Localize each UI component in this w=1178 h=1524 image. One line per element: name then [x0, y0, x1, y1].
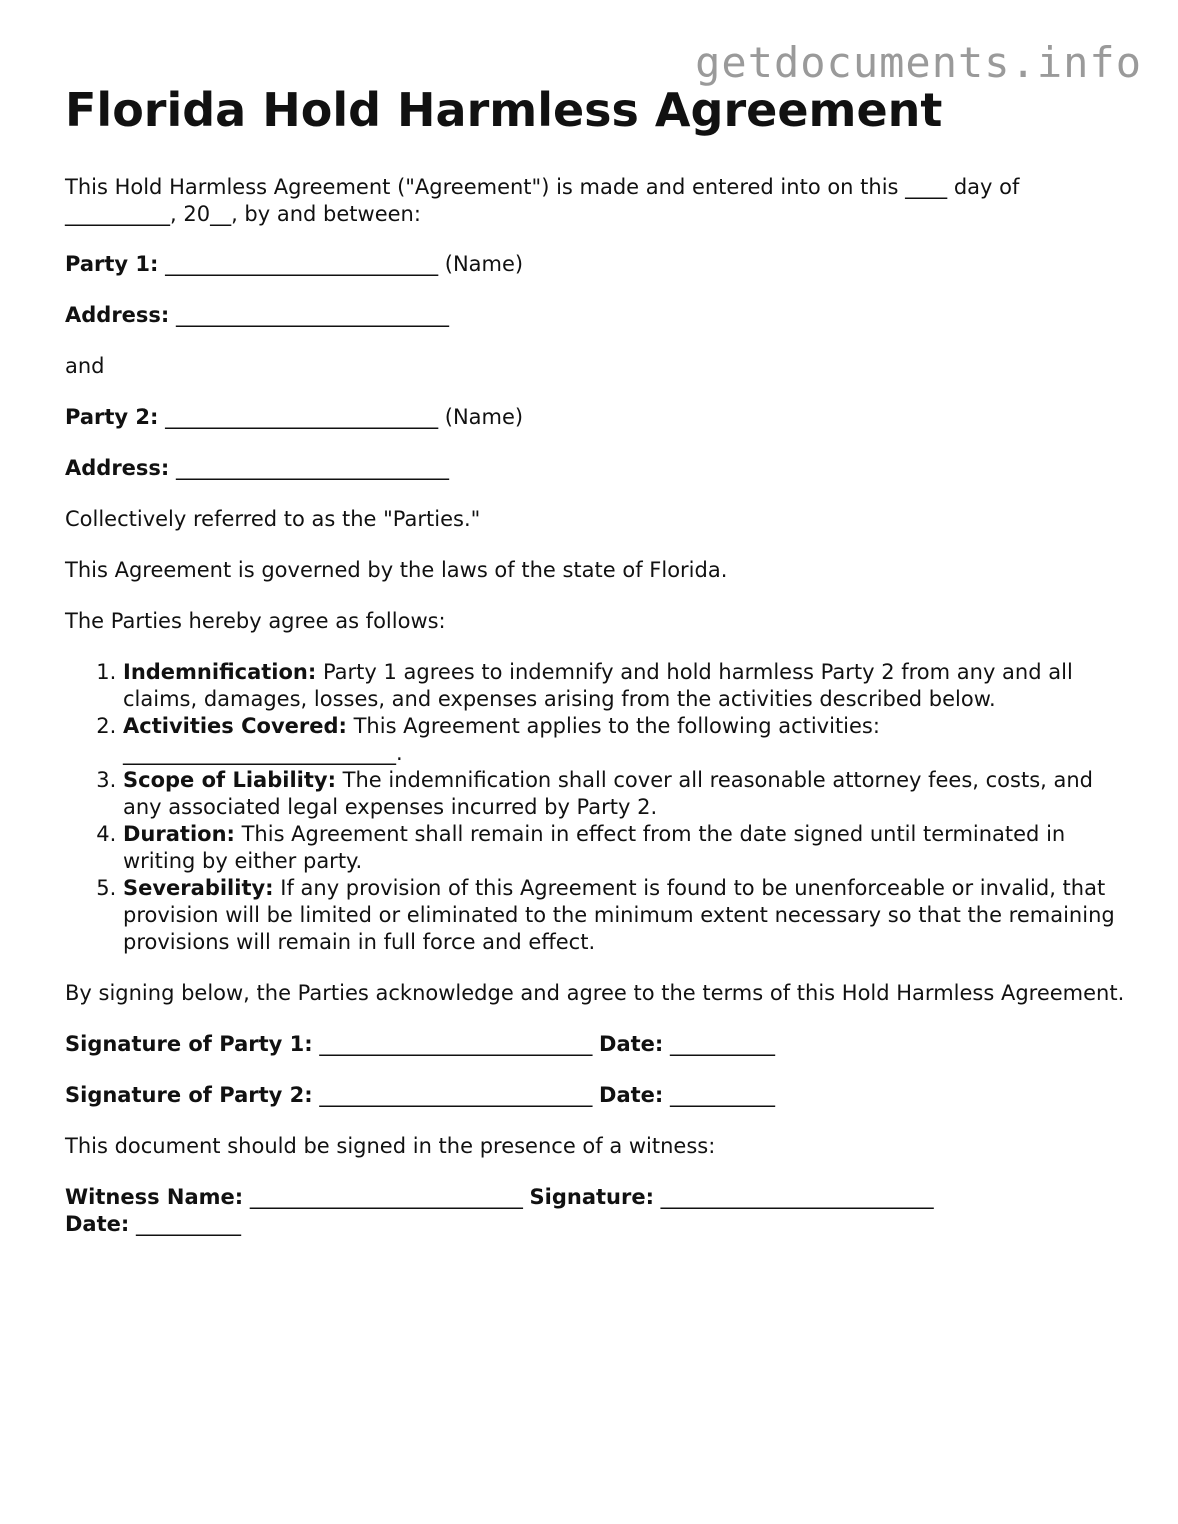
- witness-line: [65, 1184, 1125, 1238]
- witness-name-label: Witness Name:: [65, 1185, 244, 1209]
- signature-party1-line: [65, 1031, 1125, 1058]
- term-heading: Duration:: [123, 822, 235, 846]
- term-item: [123, 767, 1125, 821]
- address2-field: __________________________: [169, 456, 450, 480]
- witness-date-label: Date:: [65, 1212, 130, 1236]
- intro-paragraph: This Hold Harmless Agreement ("Agreement") is made and entered into on this ____ day of __________, 20__, by and between:: [65, 175, 1020, 226]
- term-heading: Activities Covered:: [123, 714, 347, 738]
- address1-field: __________________________: [169, 303, 450, 327]
- signature-party2-line: [65, 1082, 1125, 1109]
- signature-party2-field: __________________________: [312, 1083, 600, 1107]
- address2-label: Address:: [65, 456, 170, 480]
- term-item: [123, 659, 1125, 713]
- signature-party1-date-field: __________: [663, 1032, 775, 1056]
- term-heading: Indemnification:: [123, 660, 317, 684]
- party2-line: [65, 404, 1125, 431]
- document-title: Florida Hold Harmless Agreement: [65, 83, 943, 137]
- address1-label: Address:: [65, 303, 170, 327]
- address1-line: [65, 302, 1125, 329]
- signature-party1-date-label: Date:: [599, 1032, 664, 1056]
- witness-note-paragraph: This document should be signed in the presence of a witness:: [65, 1134, 716, 1158]
- signature-party1-field: __________________________: [312, 1032, 600, 1056]
- and-text: and: [65, 354, 105, 378]
- party1-field: __________________________ (Name): [158, 252, 524, 276]
- term-text: This Agreement applies to the following activities: __________________________.: [123, 714, 880, 765]
- signature-party2-date-field: __________: [663, 1083, 775, 1107]
- term-item: [123, 821, 1125, 875]
- party1-line: [65, 251, 1125, 278]
- term-text: This Agreement shall remain in effect from the date signed until terminated in writing by either party.: [123, 822, 1066, 873]
- address2-line: [65, 455, 1125, 482]
- witness-name-field: __________________________: [243, 1185, 530, 1209]
- party2-label: Party 2:: [65, 405, 159, 429]
- document-body: [65, 80, 1125, 1262]
- term-heading: Severability:: [123, 876, 274, 900]
- witness-signature-field: __________________________: [654, 1185, 934, 1209]
- signature-party1-label: Signature of Party 1:: [65, 1032, 313, 1056]
- term-text: If any provision of this Agreement is found to be unenforceable or invalid, that provision will be limited or eliminated to the minimum extent necessary so that the remaining provisions will remain in full force and effect.: [123, 876, 1115, 954]
- signature-party2-label: Signature of Party 2:: [65, 1083, 313, 1107]
- agree-intro-paragraph: The Parties hereby agree as follows:: [65, 609, 446, 633]
- term-text: Party 1 agrees to indemnify and hold harmless Party 2 from any and all claims, damages, losses, and expenses arising from the activities described below.: [123, 660, 1073, 711]
- terms-list: [65, 659, 1125, 956]
- witness-date-field: __________: [129, 1212, 241, 1236]
- governing-law-paragraph: This Agreement is governed by the laws of the state of Florida.: [65, 558, 728, 582]
- term-heading: Scope of Liability:: [123, 768, 336, 792]
- collectively-paragraph: Collectively referred to as the "Parties.": [65, 507, 481, 531]
- acknowledge-paragraph: By signing below, the Parties acknowledge and agree to the terms of this Hold Harmless Agreement.: [65, 981, 1125, 1005]
- party1-label: Party 1:: [65, 252, 159, 276]
- term-item: [123, 713, 1125, 767]
- signature-party2-date-label: Date:: [599, 1083, 664, 1107]
- witness-signature-label: Signature:: [529, 1185, 654, 1209]
- watermark-text: getdocuments.info: [695, 38, 1142, 87]
- party2-field: __________________________ (Name): [158, 405, 524, 429]
- term-item: [123, 875, 1125, 956]
- term-text: The indemnification shall cover all reasonable attorney fees, costs, and any associated legal expenses incurred by Party 2.: [123, 768, 1094, 819]
